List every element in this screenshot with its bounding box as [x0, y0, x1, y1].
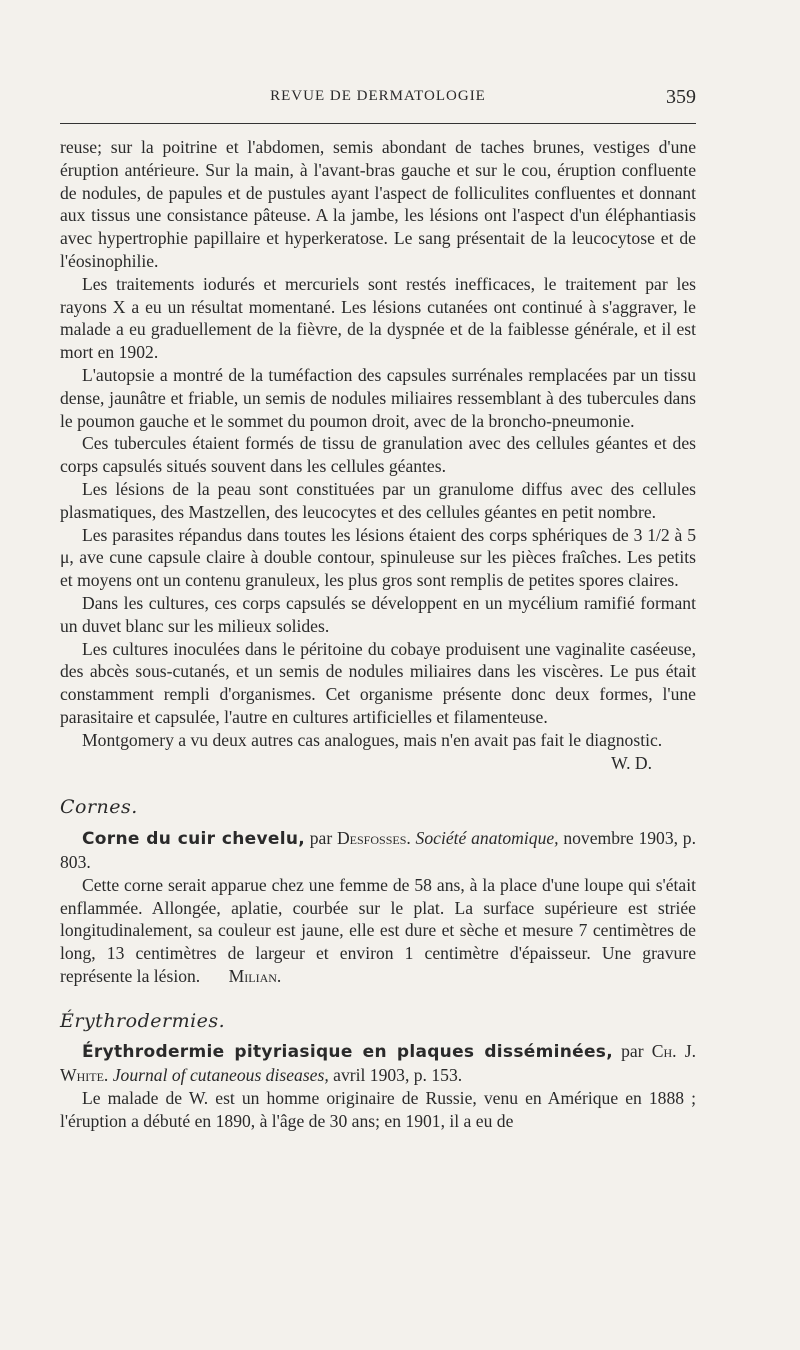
entry-heading [60, 827, 696, 874]
paragraph: Les traitements iodurés et mercuriels sont restés inefficaces, le traitement par les rayons X a eu un résultat momentané. Les lésions cutanées ont continué à s'aggraver, le malade a eu graduellement de la fièvre, de la dyspnée et de la faiblesse générale, et il est mort en 1902. [60, 273, 696, 363]
paragraph [60, 729, 696, 775]
signature-line [60, 752, 696, 775]
section-heading-erythrodermies: Érythrodermies. [60, 1009, 226, 1032]
entry-heading [60, 1040, 696, 1087]
by-text: par [612, 1041, 652, 1062]
paragraph: Ces tubercules étaient formés de tissu de granulation avec des cellules géantes et des corps capsulés situés souvent dans les cellules géantes. [60, 433, 696, 477]
running-head: REVUE DE DERMATOLOGIE [270, 88, 486, 104]
cornes-text: Cette corne serait apparue chez une femme de 58 ans, à la place d'une loupe qui s'était enflammée. Allongée, aplatie, courbée sur le plat. La surface supérieure est striée longitudinalement, sa couleur est jaune, elle est dure et sèche et mesure 7 centimètres de long, 13 centimètres de largeur et environ 1 centimètre d'épaisseur. Une gravure représente la lésion. [60, 874, 696, 986]
section-heading-cornes: Cornes. [60, 796, 138, 819]
entry-author: Ch. J. White. [60, 1041, 696, 1086]
signature: Milian. [228, 965, 282, 986]
entry-ref: avril 1903, p. 153. [328, 1065, 463, 1086]
by-text: par [304, 828, 337, 849]
page-body [60, 136, 696, 1133]
entry-journal: Société anatomique, [415, 828, 559, 849]
header-rule [60, 123, 696, 124]
page-header [60, 86, 696, 114]
paragraph: L'autopsie a montré de la tuméfaction des capsules surrénales remplacées par un tissu dense, jaunâtre et friable, un semis de nodules miliaires ressemblant à des tubercules dans le poumon gauche et le sommet du poumon droit, avec de la broncho-pneumonie. [60, 364, 696, 431]
paragraph: Les parasites répandus dans toutes les lésions étaient des corps sphériques de 3 1/2 à 5 μ, ave cune capsule claire à double contour, spinuleuse sur les pièces fraîches. Les petits et moyens ont un contenu granuleux, les plus gros sont remplis de petites spores claires. [60, 524, 696, 591]
paragraph: reuse; sur la poitrine et l'abdomen, semis abondant de taches brunes, vestiges d'une éruption antérieure. Sur la main, à l'avant-bras gauche et sur le cou, éruption confluente de nodules, de papules et de pustules ayant l'aspect de folliculites confluentes et donnant aux tissus une consistance pâteuse. A la jambe, les lésions ont l'aspect d'un éléphantiasis avec hypertrophie papillaire et hyperkeratose. Le sang présentait de la leucocytose et de l'éosinophilie. [60, 137, 696, 271]
paragraph: Le malade de W. est un homme originaire de Russie, venu en Amérique en 1888 ; l'éruption a débuté en 1890, à l'âge de 30 ans; en 1901, il a eu de [60, 1088, 696, 1131]
entry-ref: novembre 1903, p. 803. [60, 828, 696, 872]
montgomery-text: Montgomery a vu deux autres cas analogues, mais n'en avait pas fait le diagnostic. [82, 729, 663, 750]
paragraph: Dans les cultures, ces corps capsulés se développent en un mycélium ramifié formant un duvet blanc sur les milieux solides. [60, 592, 696, 636]
signature: W. D. [611, 752, 652, 773]
paragraph: Les cultures inoculées dans le péritoine du cobaye produisent une vaginalite caséeuse, des abcès sous-cutanés, et un semis de nodules miliaires dans les viscères. Le pus était constamment rempli d'organismes. Cet organisme présente donc deux formes, l'une parasitaire et capsulée, l'autre en cultures artificielles et filamenteuse. [60, 638, 696, 727]
entry-author: Desfosses. [336, 828, 411, 849]
entry-title: Corne du cuir chevelu, [82, 829, 305, 850]
paragraph: Les lésions de la peau sont constituées par un granulome diffus avec des cellules plasmatiques, des Mastzellen, des leucocytes et des cellules géantes en petit nombre. [60, 478, 696, 522]
entry-journal: Journal of cutaneous diseases, [112, 1065, 329, 1086]
entry-title: Érythrodermie pityriasique en plaques disséminées, [82, 1042, 613, 1063]
paragraph [60, 874, 696, 988]
page-number: 359 [666, 86, 696, 108]
